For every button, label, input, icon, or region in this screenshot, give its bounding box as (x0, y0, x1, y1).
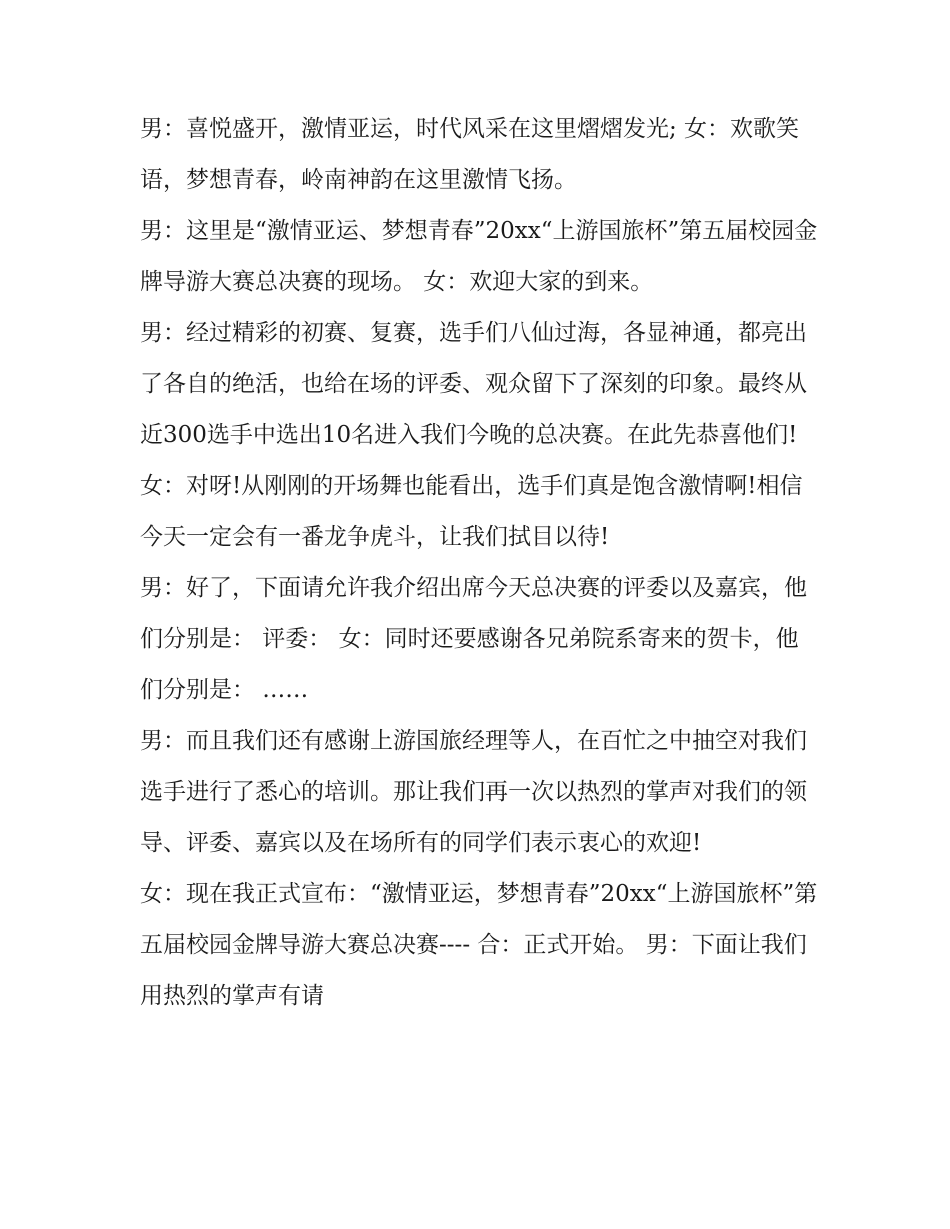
paragraph-contestants: 男：经过精彩的初赛、复赛，选手们八仙过海，各显神通，都亮出了各自的绝活，也给在场的评委、观众留下了深刻的印象。最终从近300选手中选出10名进入我们今晚的总决赛。在此先恭喜他们! (140, 320, 807, 448)
paragraph-thanks: 男：而且我们还有感谢上游国旅经理等人，在百忙之中抽空对我们选手进行了悉心的培训。那让我们再一次以热烈的掌声对我们的领导、评委、嘉宾以及在场所有的同学们表示衷心的欢迎! (140, 728, 807, 856)
paragraph-announcement: 女：现在我正式宣布：“激情亚运，梦想青春”20xx“上游国旅杯”第五届校园金牌导游大赛总决赛---- 合：正式开始。 男：下面让我们用热烈的掌声有请 (140, 881, 818, 1009)
paragraph-opening: 男：喜悦盛开，激情亚运，时代风采在这里熠熠发光; 女：欢歌笑语，梦想青春，岭南神韵在这里激情飞扬。 (140, 116, 800, 193)
paragraph-venue: 男：这里是“激情亚运、梦想青春”20xx“上游国旅杯”第五届校园金牌导游大赛总决赛的现场。 女：欢迎大家的到来。 (140, 218, 818, 295)
paragraph-opening-dance: 女：对呀!从刚刚的开场舞也能看出，选手们真是饱含激情啊!相信今天一定会有一番龙争虎斗，让我们拭目以待! (140, 473, 803, 550)
paragraph-judges: 男：好了，下面请允许我介绍出席今天总决赛的评委以及嘉宾，他们分别是： 评委： 女：同时还要感谢各兄弟院系寄来的贺卡，他们分别是： …… (140, 575, 807, 703)
document-body (140, 104, 820, 1022)
